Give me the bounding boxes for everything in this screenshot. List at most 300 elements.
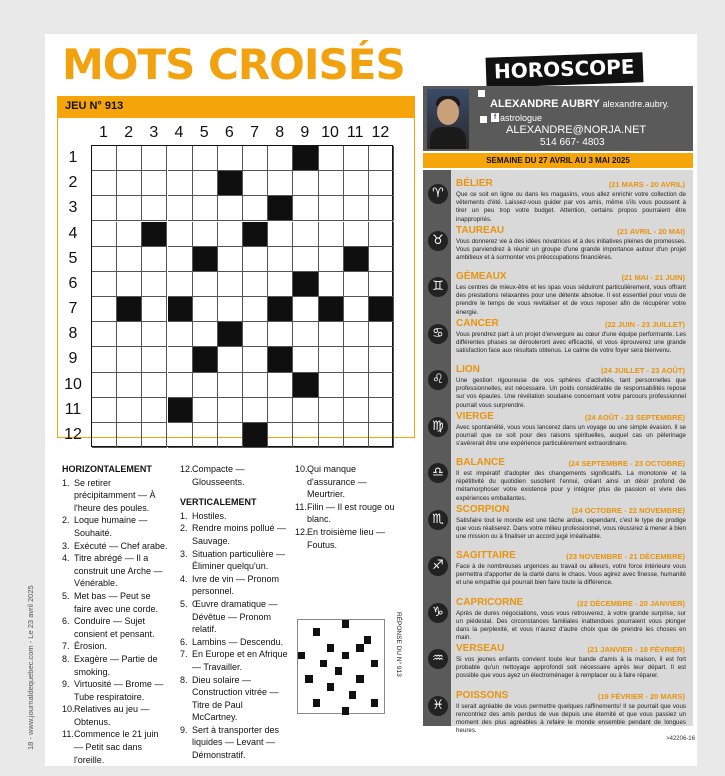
grid-cell[interactable] <box>142 247 167 272</box>
sagittarius-icon: ♐ <box>428 556 448 576</box>
grid-cell[interactable] <box>293 297 318 322</box>
grid-cell[interactable] <box>243 272 268 297</box>
solution-cell <box>349 675 356 683</box>
grid-cell[interactable] <box>92 347 117 372</box>
grid-cell[interactable] <box>142 171 167 196</box>
grid-cell[interactable] <box>369 272 394 297</box>
solution-cell <box>298 699 305 707</box>
grid-cell[interactable] <box>344 196 369 221</box>
solution-cell <box>327 644 334 652</box>
sign-name: GÉMEAUX <box>456 271 507 282</box>
grid-cell[interactable] <box>243 196 268 221</box>
grid-cell[interactable] <box>369 146 394 171</box>
grid-cell[interactable] <box>319 146 344 171</box>
sign-text: Si vos jeunes enfants convient toute leur bande d'amis à la maison, il est fort probable qu'un nettoyage approfondi soit nécessaire après leur départ. Il est possible que vous ayez un électroménager à remplacer ou à faire réparer. <box>456 656 686 680</box>
solution-cell <box>349 683 356 691</box>
sign-dates: (19 FÉVRIER - 20 MARS) <box>597 691 685 701</box>
grid-cell[interactable] <box>142 297 167 322</box>
grid-cell[interactable] <box>218 196 243 221</box>
grid-cell[interactable] <box>319 347 344 372</box>
solution-cell <box>356 644 363 652</box>
solution-cell <box>305 644 312 652</box>
page-code: >42206-16 <box>666 736 695 742</box>
grid-cell[interactable] <box>193 423 218 448</box>
sign-text: Vous prendrez part à un projet d'envergure au cœur d'une équipe performante. Les différentes phases se dérouleront avec efficacité, et vous éprouverez une grande satisfaction face aux résultats obtenus. Le calme de votre foyer sera bienvenu. <box>456 330 686 354</box>
solution-cell <box>298 628 305 636</box>
grid-cell[interactable] <box>293 398 318 423</box>
solution-cell <box>313 620 320 628</box>
solution-cell <box>349 667 356 675</box>
horoscope-title: HOROSCOPE <box>486 52 643 87</box>
column-number: 3 <box>149 124 159 141</box>
clue <box>180 573 288 598</box>
grid-cell[interactable] <box>243 398 268 423</box>
aquarius-icon: ♒ <box>428 649 448 669</box>
solution-cell <box>335 667 342 675</box>
grid-cell[interactable] <box>142 272 167 297</box>
solution-cell <box>349 620 356 628</box>
solution-cell <box>305 620 312 628</box>
grid-cell[interactable] <box>168 196 193 221</box>
grid-cell[interactable] <box>268 322 293 347</box>
black-cell <box>218 171 243 196</box>
solution-cell <box>371 691 378 699</box>
solution-cell <box>349 628 356 636</box>
solution-cell <box>342 691 349 699</box>
grid-cell[interactable] <box>344 373 369 398</box>
grid-cell[interactable] <box>168 373 193 398</box>
grid-cell[interactable] <box>319 222 344 247</box>
grid-cell[interactable] <box>268 146 293 171</box>
black-cell <box>319 297 344 322</box>
grid-cell[interactable] <box>193 171 218 196</box>
grid-cell[interactable] <box>117 196 142 221</box>
clue <box>62 477 170 515</box>
solution-cell <box>298 707 305 715</box>
solution-cell <box>364 699 371 707</box>
grid-cell[interactable] <box>117 322 142 347</box>
black-cell <box>117 297 142 322</box>
grid-cell[interactable] <box>369 398 394 423</box>
solution-cell <box>327 707 334 715</box>
clue-number: 6. <box>180 636 188 647</box>
grid-cell[interactable] <box>268 423 293 448</box>
grid-cell[interactable] <box>218 347 243 372</box>
row-number: 9 <box>68 350 78 368</box>
grid-cell[interactable] <box>344 272 369 297</box>
clue-text: Exécuté — Chef arabe. <box>74 540 168 551</box>
grid-cell[interactable] <box>344 423 369 448</box>
grid-cell[interactable] <box>193 222 218 247</box>
black-cell <box>168 297 193 322</box>
clue-text: Œuvre dramatique — Dévêtue — Pronom relatif. <box>192 598 278 635</box>
grid-cell[interactable] <box>92 146 117 171</box>
grid-cell[interactable] <box>142 146 167 171</box>
crossword-grid[interactable] <box>91 145 393 447</box>
grid-cell[interactable] <box>293 322 318 347</box>
grid-cell[interactable] <box>344 222 369 247</box>
solution-cell <box>320 707 327 715</box>
grid-cell[interactable] <box>293 196 318 221</box>
clue-number: 6. <box>62 616 70 627</box>
solution-cell <box>298 683 305 691</box>
grid-cell[interactable] <box>369 347 394 372</box>
clue <box>62 514 170 539</box>
clue-text: Relatives au jeu — Obtenus. <box>74 704 150 727</box>
solution-cell <box>335 699 342 707</box>
solution-cell <box>298 636 305 644</box>
grid-cell[interactable] <box>319 398 344 423</box>
grid-cell[interactable] <box>168 146 193 171</box>
solution-cell <box>349 691 356 699</box>
clue <box>62 552 170 590</box>
clue-number: 9. <box>180 724 188 735</box>
grid-cell[interactable] <box>142 322 167 347</box>
column-number: 8 <box>275 124 285 141</box>
solution-cell <box>371 660 378 668</box>
clue <box>180 548 288 573</box>
row-number: 12 <box>64 425 82 443</box>
column-number: 1 <box>99 124 108 141</box>
sign-dates: (22 DÉCEMBRE - 20 JANVIER) <box>577 598 685 608</box>
clue <box>62 590 170 615</box>
grid-cell[interactable] <box>218 247 243 272</box>
grid-cell[interactable] <box>293 423 318 448</box>
black-cell <box>218 322 243 347</box>
black-cell <box>193 347 218 372</box>
grid-cell[interactable] <box>293 222 318 247</box>
column-number: 9 <box>300 124 310 141</box>
grid-cell[interactable] <box>319 423 344 448</box>
grid-cell[interactable] <box>268 373 293 398</box>
grid-cell[interactable] <box>319 247 344 272</box>
sign-text: Que ce soit en ligne ou dans les magasins, vous allez enrichir votre collection de vêtements d'été. Laissez-vous guider par vos amis, même s'ils vous poussent à tirer un peu trop votre budget. Attention, certains propos pourraient être inappropriés. <box>456 191 686 223</box>
grid-cell[interactable] <box>218 398 243 423</box>
black-cell <box>268 297 293 322</box>
clues-column-1 <box>62 463 170 766</box>
grid-cell[interactable] <box>117 171 142 196</box>
column-number: 7 <box>250 124 259 141</box>
grid-cell[interactable] <box>243 297 268 322</box>
grid-cell[interactable] <box>369 322 394 347</box>
solution-cell <box>371 667 378 675</box>
solution-cell <box>320 652 327 660</box>
clue <box>180 724 288 762</box>
clue-number: 1. <box>62 477 70 488</box>
sign-name: TAUREAU <box>456 224 505 236</box>
grid-cell[interactable] <box>92 196 117 221</box>
column-number: 5 <box>199 124 209 141</box>
grid-cell[interactable] <box>293 347 318 372</box>
sign-dates: (23 NOVEMBRE - 21 DÉCEMBRE) <box>566 552 685 561</box>
clue <box>180 522 288 547</box>
solution-cell <box>349 707 356 715</box>
clue-text: Compacte — Glousseents. <box>192 464 245 487</box>
solution-cell <box>320 691 327 699</box>
sign-dates: (21 MAI - 21 JUIN) <box>621 273 685 282</box>
solution-cell <box>335 652 342 660</box>
solution-cell <box>349 652 356 660</box>
solution-cell <box>313 707 320 715</box>
clue-text: En Europe et en Afrique — Travailler. <box>192 649 288 672</box>
row-number: 4 <box>68 224 78 242</box>
solution-cell <box>364 675 371 683</box>
grid-cell[interactable] <box>193 373 218 398</box>
week-bar: SEMAINE DU 27 AVRIL AU 3 MAI 2025 <box>423 153 693 168</box>
grid-cell[interactable] <box>168 423 193 448</box>
grid-cell[interactable] <box>92 373 117 398</box>
solution-cell <box>364 620 371 628</box>
grid-cell[interactable] <box>92 222 117 247</box>
solution-cell <box>364 644 371 652</box>
grid-cell[interactable] <box>268 398 293 423</box>
grid-cell[interactable] <box>92 423 117 448</box>
solution-cell <box>305 675 312 683</box>
grid-cell[interactable] <box>142 196 167 221</box>
grid-cell[interactable] <box>117 373 142 398</box>
sign-dates: (21 AVRIL - 20 MAI) <box>617 226 685 236</box>
grid-cell[interactable] <box>168 272 193 297</box>
solution-cell <box>356 652 363 660</box>
grid-cell[interactable] <box>319 272 344 297</box>
grid-cell[interactable] <box>369 373 394 398</box>
sign-dates: (22 JUIN - 23 JUILLET) <box>604 319 685 329</box>
column-number: 12 <box>371 124 390 141</box>
sign-text: Face à de nombreuses urgences au travail ou ailleurs, votre force intérieure vous permettra d'apporter de la clarté dans le chaos. Vous agirez avec finesse, humanité et une empathie qui pourrait bien faire toute la différence. <box>456 563 686 587</box>
sign-icon-strip <box>423 170 451 726</box>
solution-cell <box>335 660 342 668</box>
grid-cell[interactable] <box>369 222 394 247</box>
solution-cell <box>320 675 327 683</box>
solution-cell <box>335 683 342 691</box>
solution-cell <box>349 699 356 707</box>
solution-cell <box>371 675 378 683</box>
grid-cell[interactable] <box>268 171 293 196</box>
column-number: 11 <box>346 124 364 141</box>
sign-name: SCORPION <box>456 503 510 515</box>
grid-cell[interactable] <box>218 423 243 448</box>
grid-cell[interactable] <box>369 247 394 272</box>
solution-cell <box>327 660 334 668</box>
solution-cell <box>327 667 334 675</box>
grid-cell[interactable] <box>92 398 117 423</box>
sign-dates: (24 JUILLET - 23 AOÛT) <box>601 366 685 375</box>
grid-cell[interactable] <box>319 322 344 347</box>
grid-cell[interactable] <box>142 423 167 448</box>
grid-cell[interactable] <box>193 398 218 423</box>
solution-cell <box>364 707 371 715</box>
grid-cell[interactable] <box>243 146 268 171</box>
solution-cell <box>335 707 342 715</box>
grid-cell[interactable] <box>193 196 218 221</box>
grid-cell[interactable] <box>117 398 142 423</box>
grid-cell[interactable] <box>168 322 193 347</box>
clues-column-2 <box>180 463 288 762</box>
grid-cell[interactable] <box>168 347 193 372</box>
grid-cell[interactable] <box>218 297 243 322</box>
grid-cell[interactable] <box>243 322 268 347</box>
solution-cell <box>356 683 363 691</box>
grid-cell[interactable] <box>344 146 369 171</box>
clue-text: Hostiles. <box>192 510 227 521</box>
solution-cell <box>378 707 385 715</box>
grid-cell[interactable] <box>193 297 218 322</box>
solution-cell <box>378 691 385 699</box>
solution-cell <box>313 691 320 699</box>
sign-text: Les centres de mieux-être et les spas vous séduiront particulièrement, vous offrant des prestations relaxantes pour une détente absolue. Il est essentiel pour vous de prendre le temps de vous revitaliser et de vous reposer afin de récupérer votre énergie. <box>456 284 686 316</box>
grid-cell[interactable] <box>117 222 142 247</box>
game-number: JEU N° 913 <box>65 100 124 112</box>
grid-cell[interactable] <box>218 222 243 247</box>
grid-cell[interactable] <box>142 373 167 398</box>
clue-number: 9. <box>62 679 70 690</box>
sign-dates: (24 OCTOBRE - 22 NOVEMBRE) <box>571 505 685 515</box>
grid-cell[interactable] <box>243 247 268 272</box>
solution-cell <box>335 675 342 683</box>
clue-text: Loque humaine — Souhaité. <box>74 515 148 538</box>
grid-cell[interactable] <box>344 171 369 196</box>
square-icon <box>478 90 485 97</box>
clue-number: 5. <box>180 598 188 609</box>
row-number: 1 <box>68 149 78 166</box>
solution-cell <box>305 691 312 699</box>
grid-cell[interactable] <box>193 146 218 171</box>
clue-text: Qui manque d'assurance — Meurtrier. <box>307 464 367 500</box>
clue <box>62 540 170 553</box>
grid-cell[interactable] <box>117 272 142 297</box>
clue-text: Dieu solaire — Construction vitrée — Titre de Paul McCartney. <box>192 674 279 723</box>
grid-cell[interactable] <box>268 272 293 297</box>
solution-cell <box>342 675 349 683</box>
solution-cell <box>356 691 363 699</box>
grid-cell[interactable] <box>117 347 142 372</box>
sign-text: Avec spontanéité, vous vous lancerez dans un voyage ou une simple évasion. Il se pourrait que ce soit pour des raisons spirituelles, auquel cas un pèlerinage s'avérerait être une expérience particulièrement extraordinaire. <box>456 423 686 447</box>
grid-cell[interactable] <box>92 171 117 196</box>
solution-cell <box>313 652 320 660</box>
grid-cell[interactable] <box>319 373 344 398</box>
grid-cell[interactable] <box>268 247 293 272</box>
grid-cell[interactable] <box>319 171 344 196</box>
grid-cell[interactable] <box>218 146 243 171</box>
grid-cell[interactable] <box>142 398 167 423</box>
grid-cell[interactable] <box>92 272 117 297</box>
sign-text: Après de dures négociations, vous vous retrouverez, à votre grande surprise, sur un piédestal. Des circonstances familiales inattendues pourraient vous plonger dans la perplexité, et vous n'aurez d'autre choix que de prendre les choses en main. <box>456 609 686 642</box>
grid-cell[interactable] <box>117 247 142 272</box>
clue-number: 10. <box>62 704 75 715</box>
sign-dates: (24 SEPTEMBRE - 23 OCTOBRE) <box>568 459 685 468</box>
grid-cell[interactable] <box>92 247 117 272</box>
grid-cell[interactable] <box>293 247 318 272</box>
clue-text: En troisième lieu — Foutus. <box>307 526 386 550</box>
grid-cell[interactable] <box>243 373 268 398</box>
solution-cell <box>364 691 371 699</box>
solution-cell <box>320 667 327 675</box>
grid-cell[interactable] <box>344 297 369 322</box>
grid-cell[interactable] <box>268 222 293 247</box>
grid-cell[interactable] <box>243 171 268 196</box>
solution-cell <box>378 620 385 628</box>
grid-cell[interactable] <box>168 222 193 247</box>
sign-name: VIERGE <box>456 410 494 422</box>
clue-number: 7. <box>180 649 188 660</box>
grid-cell[interactable] <box>243 347 268 372</box>
black-cell <box>293 146 318 171</box>
grid-cell[interactable] <box>319 196 344 221</box>
grid-cell[interactable] <box>218 272 243 297</box>
sign-name: CANCER <box>456 317 499 329</box>
solution-cell <box>364 636 371 644</box>
grid-cell[interactable] <box>218 373 243 398</box>
solution-cell <box>327 683 334 691</box>
sign-text: Une gestion rigoureuse de vos sphères d'activités, tant personnelles que professionnelles, est nécessaire. Un poids considérable de responsabilités repose sur vos épaules. Une révélation soudaine concernant votre parcours professionnel pourrait vous surprendre. <box>456 377 686 409</box>
solution-cell <box>313 644 320 652</box>
grid-cell[interactable] <box>344 398 369 423</box>
solution-cell <box>364 683 371 691</box>
clue-text: Commence le 21 juin — Petit sac dans l'oreille. <box>74 729 159 765</box>
sign-text: Satisfaire tout le monde est une tâche ardue, cependant, c'est le type de prodige que vous réaliserez. Dans votre milieu professionnel, vous réussirez à mener à bien une mission ou à finaliser un accord jugé irréalisable. <box>456 516 686 540</box>
solution-cell <box>298 675 305 683</box>
clue-text: Érosion. <box>74 641 108 652</box>
grid-cell[interactable] <box>293 171 318 196</box>
grid-cell[interactable] <box>344 322 369 347</box>
grid-cell[interactable] <box>168 171 193 196</box>
solution-cell <box>327 636 334 644</box>
grid-cell[interactable] <box>168 247 193 272</box>
astrologer-email[interactable]: ALEXANDRE@NORJA.NET <box>506 124 647 136</box>
grid-cell[interactable] <box>193 272 218 297</box>
grid-cell[interactable] <box>344 347 369 372</box>
astrologer-name: ALEXANDRE AUBRY alexandre.aubry. <box>490 98 670 110</box>
solution-cell <box>320 636 327 644</box>
solution-cell <box>305 667 312 675</box>
sign-dates: (21 MARS - 20 AVRIL) <box>608 180 685 189</box>
grid-cell[interactable] <box>369 196 394 221</box>
solution-cell <box>364 667 371 675</box>
facebook-icon[interactable]: f <box>491 113 499 122</box>
grid-cell[interactable] <box>117 423 142 448</box>
clue <box>180 648 288 673</box>
grid-cell[interactable] <box>193 322 218 347</box>
solution-cell <box>298 660 305 668</box>
clue-number: 4. <box>180 573 188 584</box>
clue-text: Rendre moins pollué — Sauvage. <box>192 523 287 546</box>
solution-cell <box>342 667 349 675</box>
row-number: 2 <box>68 174 78 192</box>
solution-cell <box>356 667 363 675</box>
column-number: 10 <box>321 124 339 141</box>
solution-cell <box>342 628 349 636</box>
grid-cell[interactable] <box>92 322 117 347</box>
solution-cell <box>298 620 305 628</box>
sign-name: BALANCE <box>456 457 505 468</box>
solution-cell <box>371 707 378 715</box>
clue-text: Ivre de vin — Pronom personnel. <box>192 573 280 597</box>
row-number: 7 <box>68 300 78 318</box>
solution-cell <box>313 683 320 691</box>
clue <box>295 463 395 501</box>
clue-number: 12. <box>180 464 193 474</box>
grid-cell[interactable] <box>92 297 117 322</box>
astrologer-photo <box>427 89 469 149</box>
clue-text: Sert à transporter des liquides — Levant — Démonstratif. <box>192 724 280 761</box>
grid-cell[interactable] <box>369 423 394 448</box>
solution-cell <box>327 652 334 660</box>
grid-cell[interactable] <box>142 347 167 372</box>
grid-cell[interactable] <box>369 171 394 196</box>
solution-cell <box>335 620 342 628</box>
grid-cell[interactable] <box>117 146 142 171</box>
solution-cell <box>356 699 363 707</box>
